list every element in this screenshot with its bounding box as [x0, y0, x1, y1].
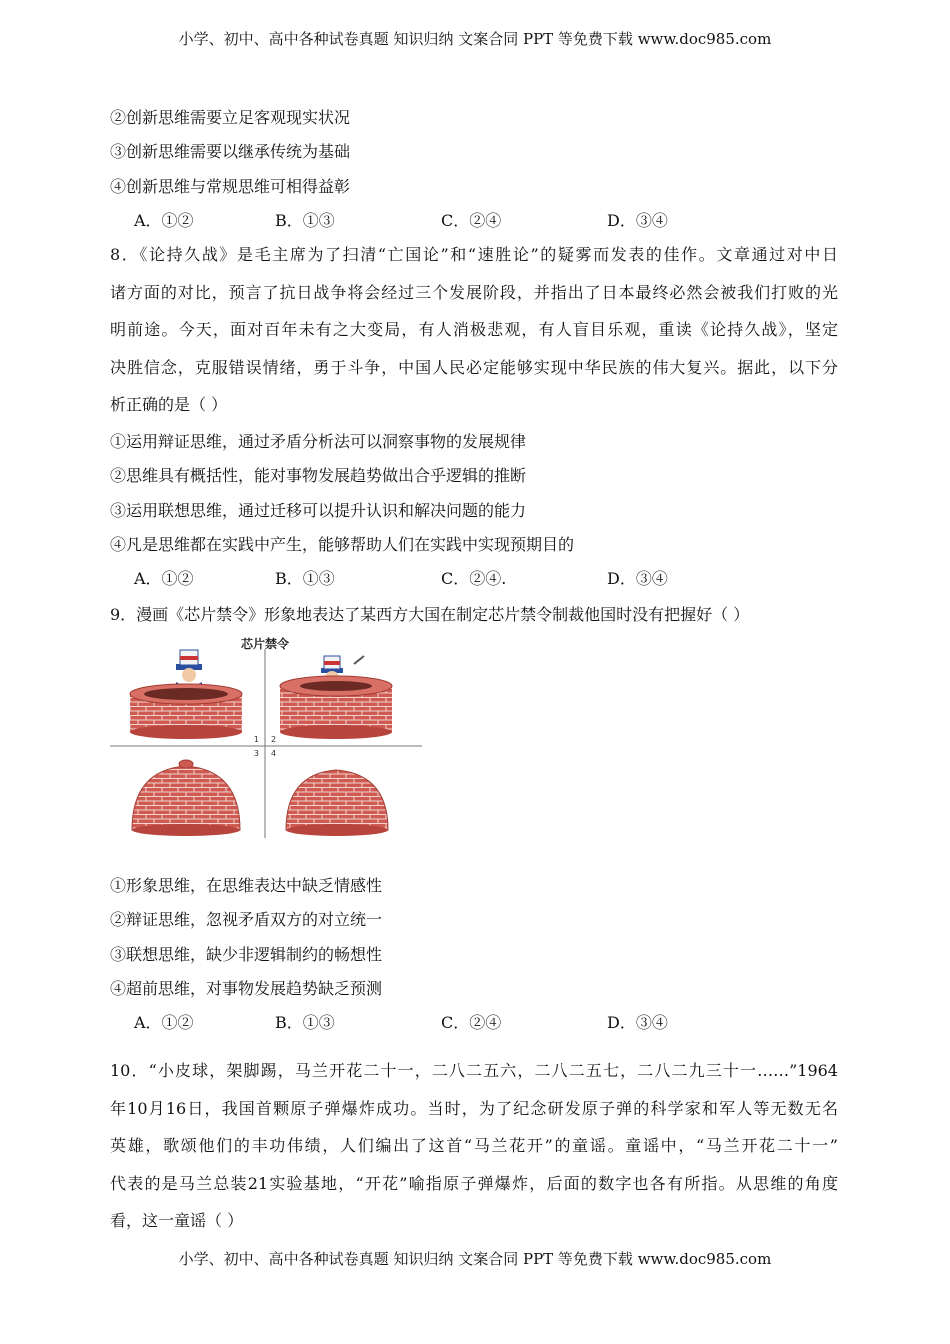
panel-3-dome — [132, 760, 240, 836]
q9-option-b[interactable]: B．①③ — [275, 1013, 335, 1032]
q9-item-1: ①形象思维，在思维表达中缺乏情感性 — [110, 876, 383, 895]
chip-ban-comic — [110, 634, 422, 838]
q7-item-2: ②创新思维需要立足客观现实状况 — [110, 108, 351, 127]
q8-stem — [110, 242, 838, 430]
q9-option-a[interactable]: A．①② — [134, 1013, 194, 1032]
panel-label-1: 1 — [253, 735, 259, 744]
q7-option-a[interactable]: A．①② — [134, 211, 194, 230]
comic-title: 芯片禁令 — [240, 637, 290, 651]
panel-label-2: 2 — [271, 735, 277, 744]
q8-item-2: ②思维具有概括性，能对事物发展趋势做出合乎逻辑的推断 — [110, 466, 527, 485]
q8-stem-line: 8．《论持久战》是毛主席为了扫清“亡国论”和“速胜论”的疑雾而发表的佳作。文章通过对中日 — [110, 245, 838, 264]
q8-item-3: ③运用联想思维，通过迁移可以提升认识和解决问题的能力 — [110, 501, 527, 520]
q10-stem-line: 看，这一童谣（ ） — [110, 1211, 244, 1230]
q9-stem: 9．漫画《芯片禁令》形象地表达了某西方大国在制定芯片禁令制裁他国时没有把握好（ ） — [110, 605, 750, 624]
page-header: 小学、初中、高中各种试卷真题 知识归纳 文案合同 PPT 等免费下载 www.doc985.com — [178, 30, 772, 48]
q8-option-c[interactable]: C．②④. — [441, 569, 507, 588]
page-footer: 小学、初中、高中各种试卷真题 知识归纳 文案合同 PPT 等免费下载 www.doc985.com — [178, 1250, 772, 1268]
q9-option-c[interactable]: C．②④ — [441, 1013, 502, 1032]
q7-item-4: ④创新思维与常规思维可相得益彰 — [110, 177, 351, 196]
q9-option-d[interactable]: D．③④ — [607, 1013, 668, 1032]
q8-stem-line: 决胜信念，克服错误情绪，勇于斗争，中国人民必定能够实现中华民族的伟大复兴。据此，以下分 — [110, 357, 838, 377]
q9-item-3: ③联想思维，缺少非逻辑制约的畅想性 — [110, 945, 383, 964]
q10-stem-line: 英雄，歌颂他们的丰功伟绩，人们编出了这首“马兰花开”的童谣。童谣中，“马兰开花二十一” — [110, 1136, 838, 1155]
q9-item-4: ④超前思维，对事物发展趋势缺乏预测 — [110, 979, 383, 998]
q8-stem-line: 诸方面的对比，预言了抗日战争将会经过三个发展阶段，并指出了日本最终必然会被我们打败的光 — [110, 282, 838, 302]
panel-2-wall — [280, 676, 392, 739]
q8-item-4: ④凡是思维都在实践中产生，能够帮助人们在实践中实现预期目的 — [110, 535, 575, 554]
q7-item-3: ③创新思维需要以继承传统为基础 — [110, 142, 351, 161]
panel-1-wall — [130, 684, 242, 739]
q7-option-d[interactable]: D．③④ — [607, 211, 668, 230]
panel-label-3: 3 — [253, 749, 259, 758]
q10-stem — [110, 1058, 838, 1246]
q10-stem-line: 年10月16日，我国首颗原子弹爆炸成功。当时，为了纪念研发原子弹的科学家和军人等无数无名 — [110, 1098, 838, 1118]
panel-4-dome — [286, 770, 388, 836]
q7-option-c[interactable]: C．②④ — [441, 211, 502, 230]
q9-item-2: ②辩证思维，忽视矛盾双方的对立统一 — [110, 910, 383, 929]
q8-stem-line: 析正确的是（ ） — [110, 395, 228, 414]
q10-stem-line: 10．“小皮球，架脚踢，马兰开花二十一，二八二五六，二八二五七，二八二九三十一……”1964 — [110, 1061, 838, 1080]
q8-option-d[interactable]: D．③④ — [607, 569, 668, 588]
q7-option-b[interactable]: B．①③ — [275, 211, 335, 230]
panel-label-4: 4 — [271, 749, 277, 758]
q8-option-b[interactable]: B．①③ — [275, 569, 335, 588]
q10-stem-line: 代表的是马兰总装21实验基地，“开花”喻指原子弹爆炸，后面的数字也各有所指。从思维的角度 — [110, 1173, 838, 1193]
q8-option-a[interactable]: A．①② — [134, 569, 194, 588]
q8-item-1: ①运用辩证思维，通过矛盾分析法可以洞察事物的发展规律 — [110, 432, 527, 451]
q8-stem-line: 明前途。今天，面对百年未有之大变局，有人消极悲观，有人盲目乐观，重读《论持久战》，坚定 — [110, 320, 838, 339]
